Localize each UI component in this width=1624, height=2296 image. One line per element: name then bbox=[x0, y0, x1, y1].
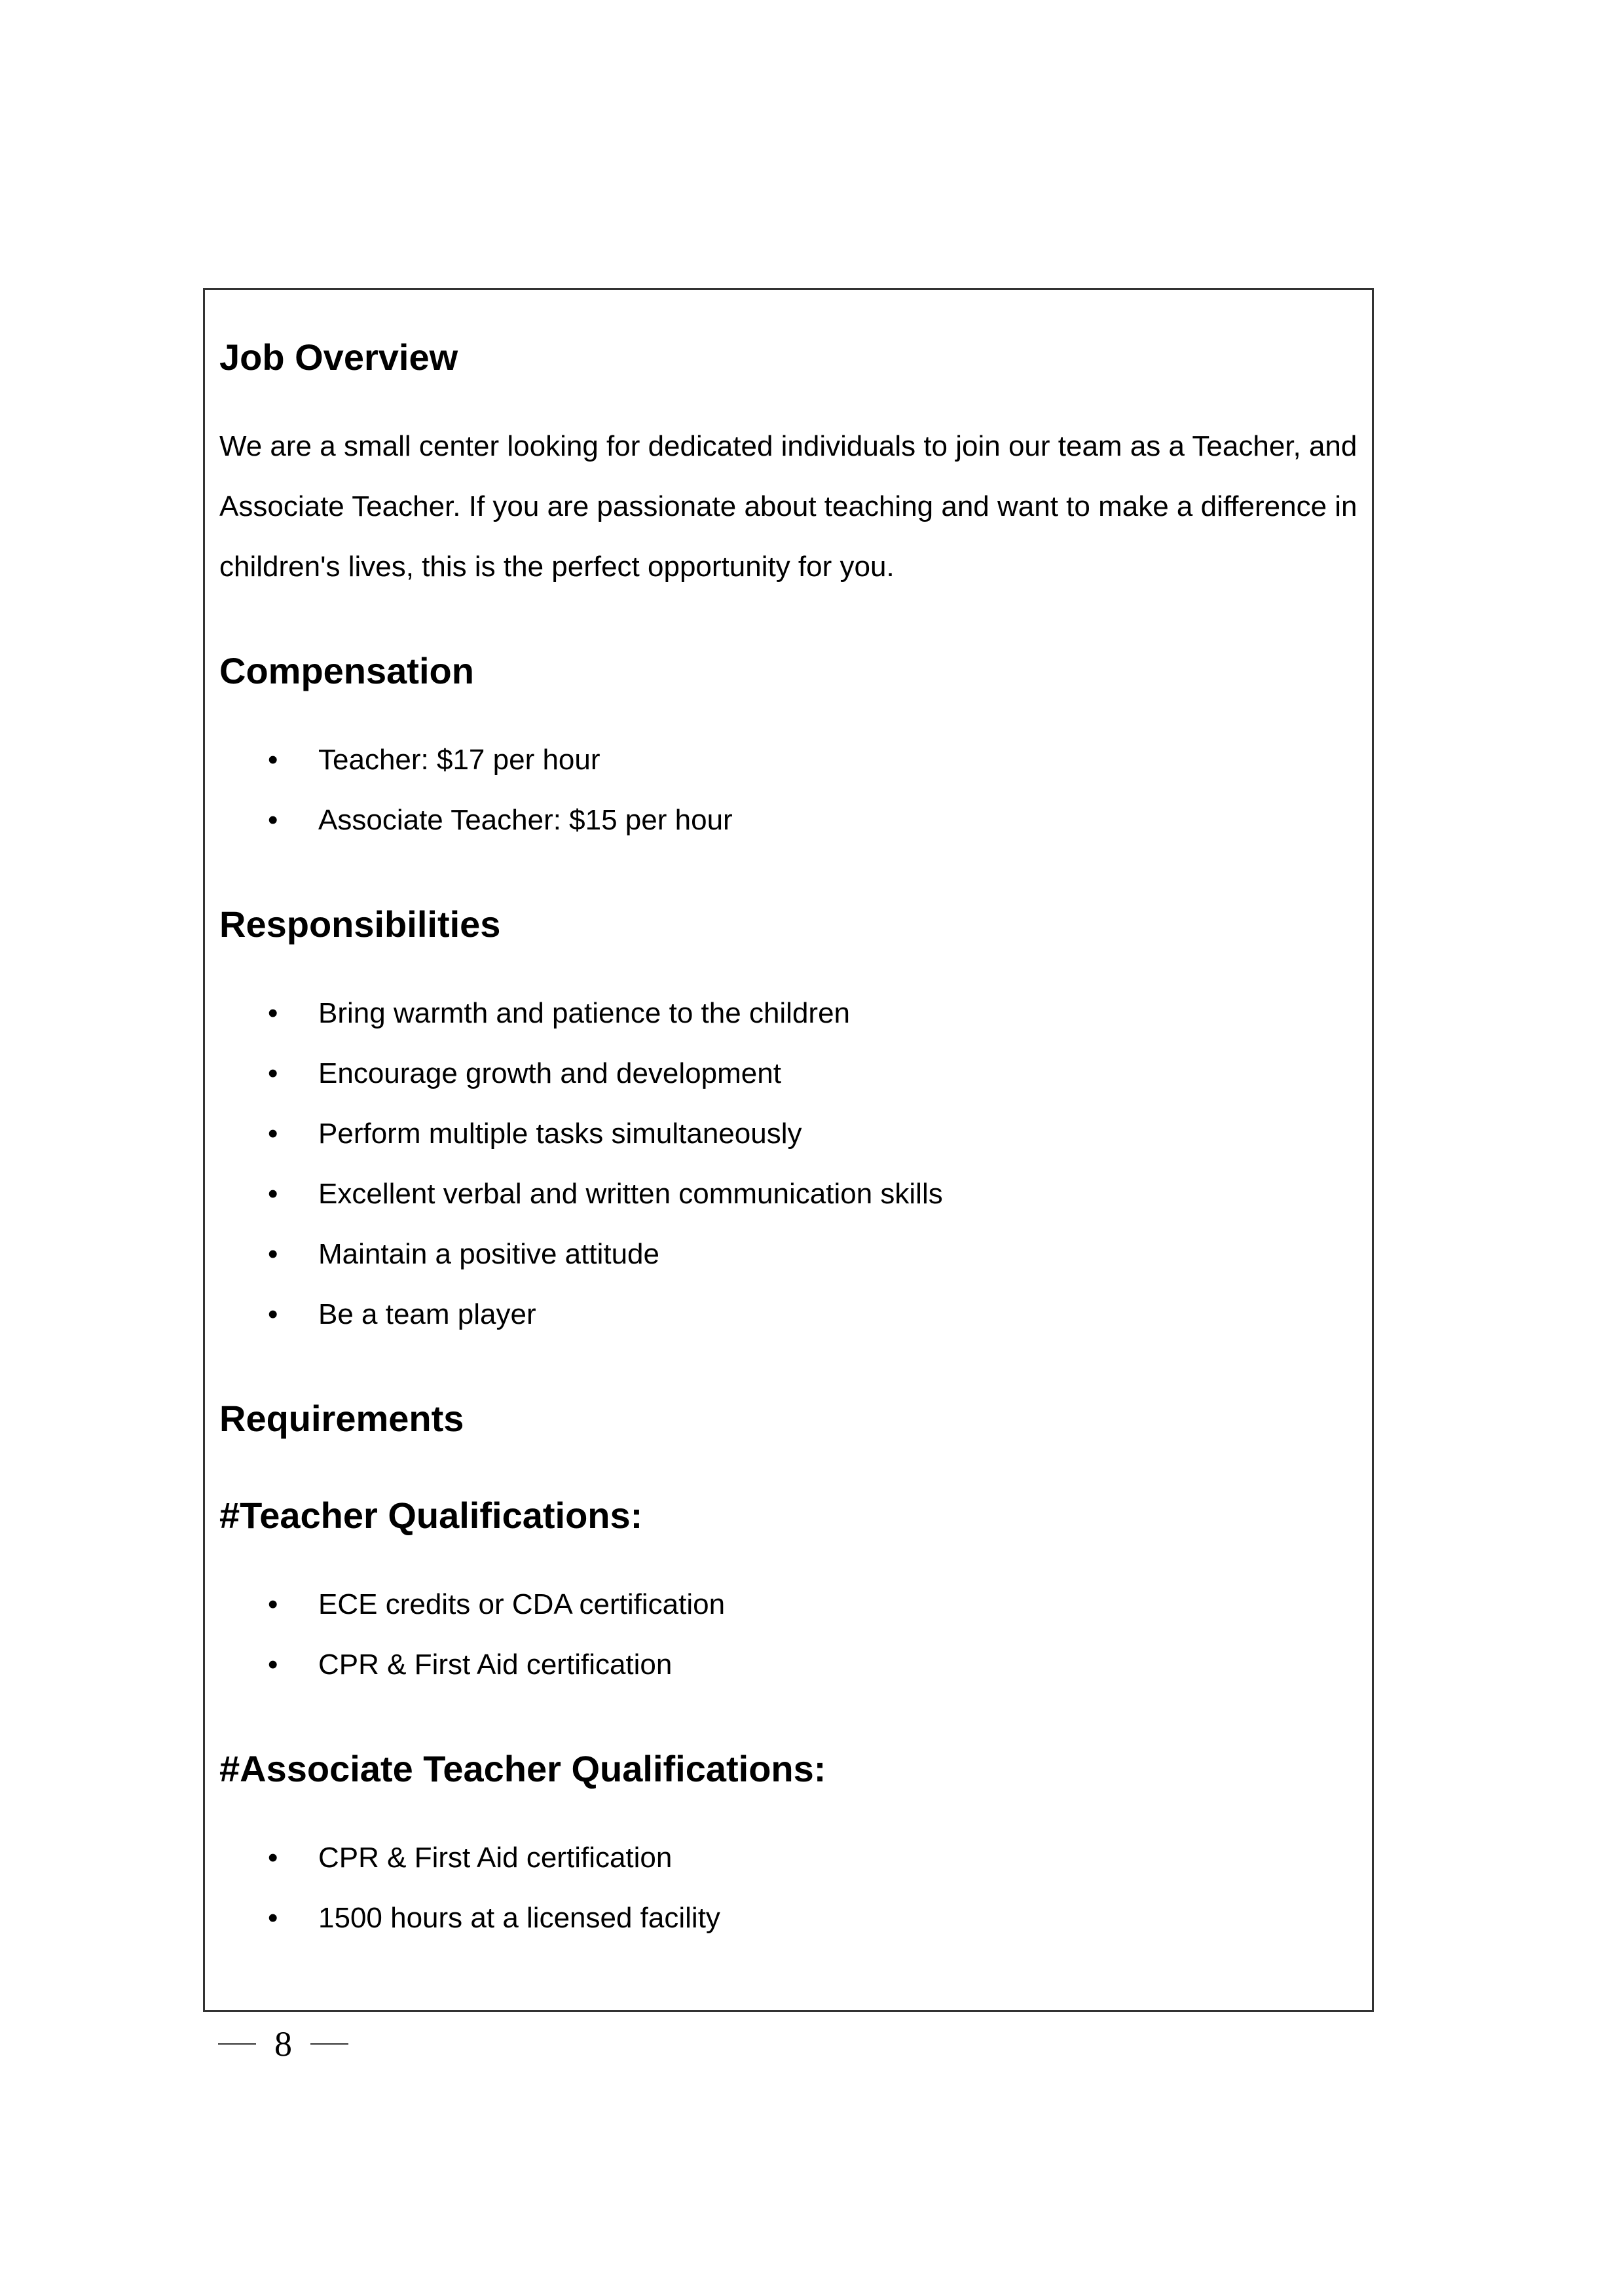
bullet-icon: • bbox=[268, 804, 278, 836]
list-item bbox=[219, 1224, 1372, 1285]
bullet-icon: • bbox=[268, 1057, 278, 1089]
list-item-text: ECE credits or CDA certification bbox=[318, 1588, 726, 1620]
compensation-list bbox=[219, 730, 1372, 850]
heading-teacher-qualifications: #Teacher Qualifications: bbox=[219, 1495, 643, 1536]
page-number: 8 bbox=[274, 2024, 292, 2064]
list-item-text: Encourage growth and development bbox=[318, 1057, 781, 1089]
list-item-text: 1500 hours at a licensed facility bbox=[318, 1902, 720, 1934]
list-item-text: Associate Teacher: $15 per hour bbox=[318, 804, 733, 836]
heading-requirements: Requirements bbox=[219, 1398, 464, 1439]
list-item bbox=[219, 1104, 1372, 1164]
heading-associate-qualifications: #Associate Teacher Qualifications: bbox=[219, 1748, 826, 1789]
list-item bbox=[219, 1285, 1372, 1345]
heading-compensation: Compensation bbox=[219, 650, 474, 691]
teacher-qualifications-list bbox=[219, 1575, 1372, 1695]
list-item bbox=[219, 983, 1372, 1044]
responsibilities-list bbox=[219, 983, 1372, 1345]
footer-dash-right bbox=[310, 2043, 348, 2045]
bullet-icon: • bbox=[268, 1118, 278, 1150]
list-item bbox=[219, 730, 1372, 790]
document-box bbox=[203, 288, 1374, 2012]
footer-dash-left bbox=[218, 2043, 256, 2045]
list-item bbox=[219, 1635, 1372, 1695]
list-item bbox=[219, 1888, 1372, 1948]
list-item-text: Excellent verbal and written communication skills bbox=[318, 1178, 943, 1210]
bullet-icon: • bbox=[268, 1298, 278, 1330]
bullet-icon: • bbox=[268, 1238, 278, 1270]
list-item-text: Be a team player bbox=[318, 1298, 536, 1330]
bullet-icon: • bbox=[268, 744, 278, 776]
heading-responsibilities: Responsibilities bbox=[219, 903, 501, 945]
heading-job-overview: Job Overview bbox=[219, 337, 458, 378]
list-item-text: CPR & First Aid certification bbox=[318, 1842, 673, 1874]
list-item-text: Bring warmth and patience to the children bbox=[318, 997, 851, 1029]
list-item-text: Teacher: $17 per hour bbox=[318, 744, 600, 776]
overview-paragraph: We are a small center looking for dedicated individuals to join our team as a Teacher, and Associate Teacher. If you are passionate about teaching and want to make a difference in children's lives, this is the perfect opportunity for you. bbox=[219, 430, 1357, 583]
list-item bbox=[219, 1575, 1372, 1635]
bullet-icon: • bbox=[268, 1902, 278, 1934]
list-item bbox=[219, 790, 1372, 850]
list-item-text: CPR & First Aid certification bbox=[318, 1649, 673, 1681]
associate-qualifications-list bbox=[219, 1828, 1372, 1948]
list-item bbox=[219, 1164, 1372, 1224]
list-item bbox=[219, 1828, 1372, 1888]
list-item-text: Maintain a positive attitude bbox=[318, 1238, 659, 1270]
list-item-text: Perform multiple tasks simultaneously bbox=[318, 1118, 802, 1150]
bullet-icon: • bbox=[268, 1588, 278, 1620]
bullet-icon: • bbox=[268, 1649, 278, 1681]
bullet-icon: • bbox=[268, 997, 278, 1029]
list-item bbox=[219, 1044, 1372, 1104]
bullet-icon: • bbox=[268, 1178, 278, 1210]
bullet-icon: • bbox=[268, 1842, 278, 1874]
page-footer bbox=[218, 2018, 348, 2070]
